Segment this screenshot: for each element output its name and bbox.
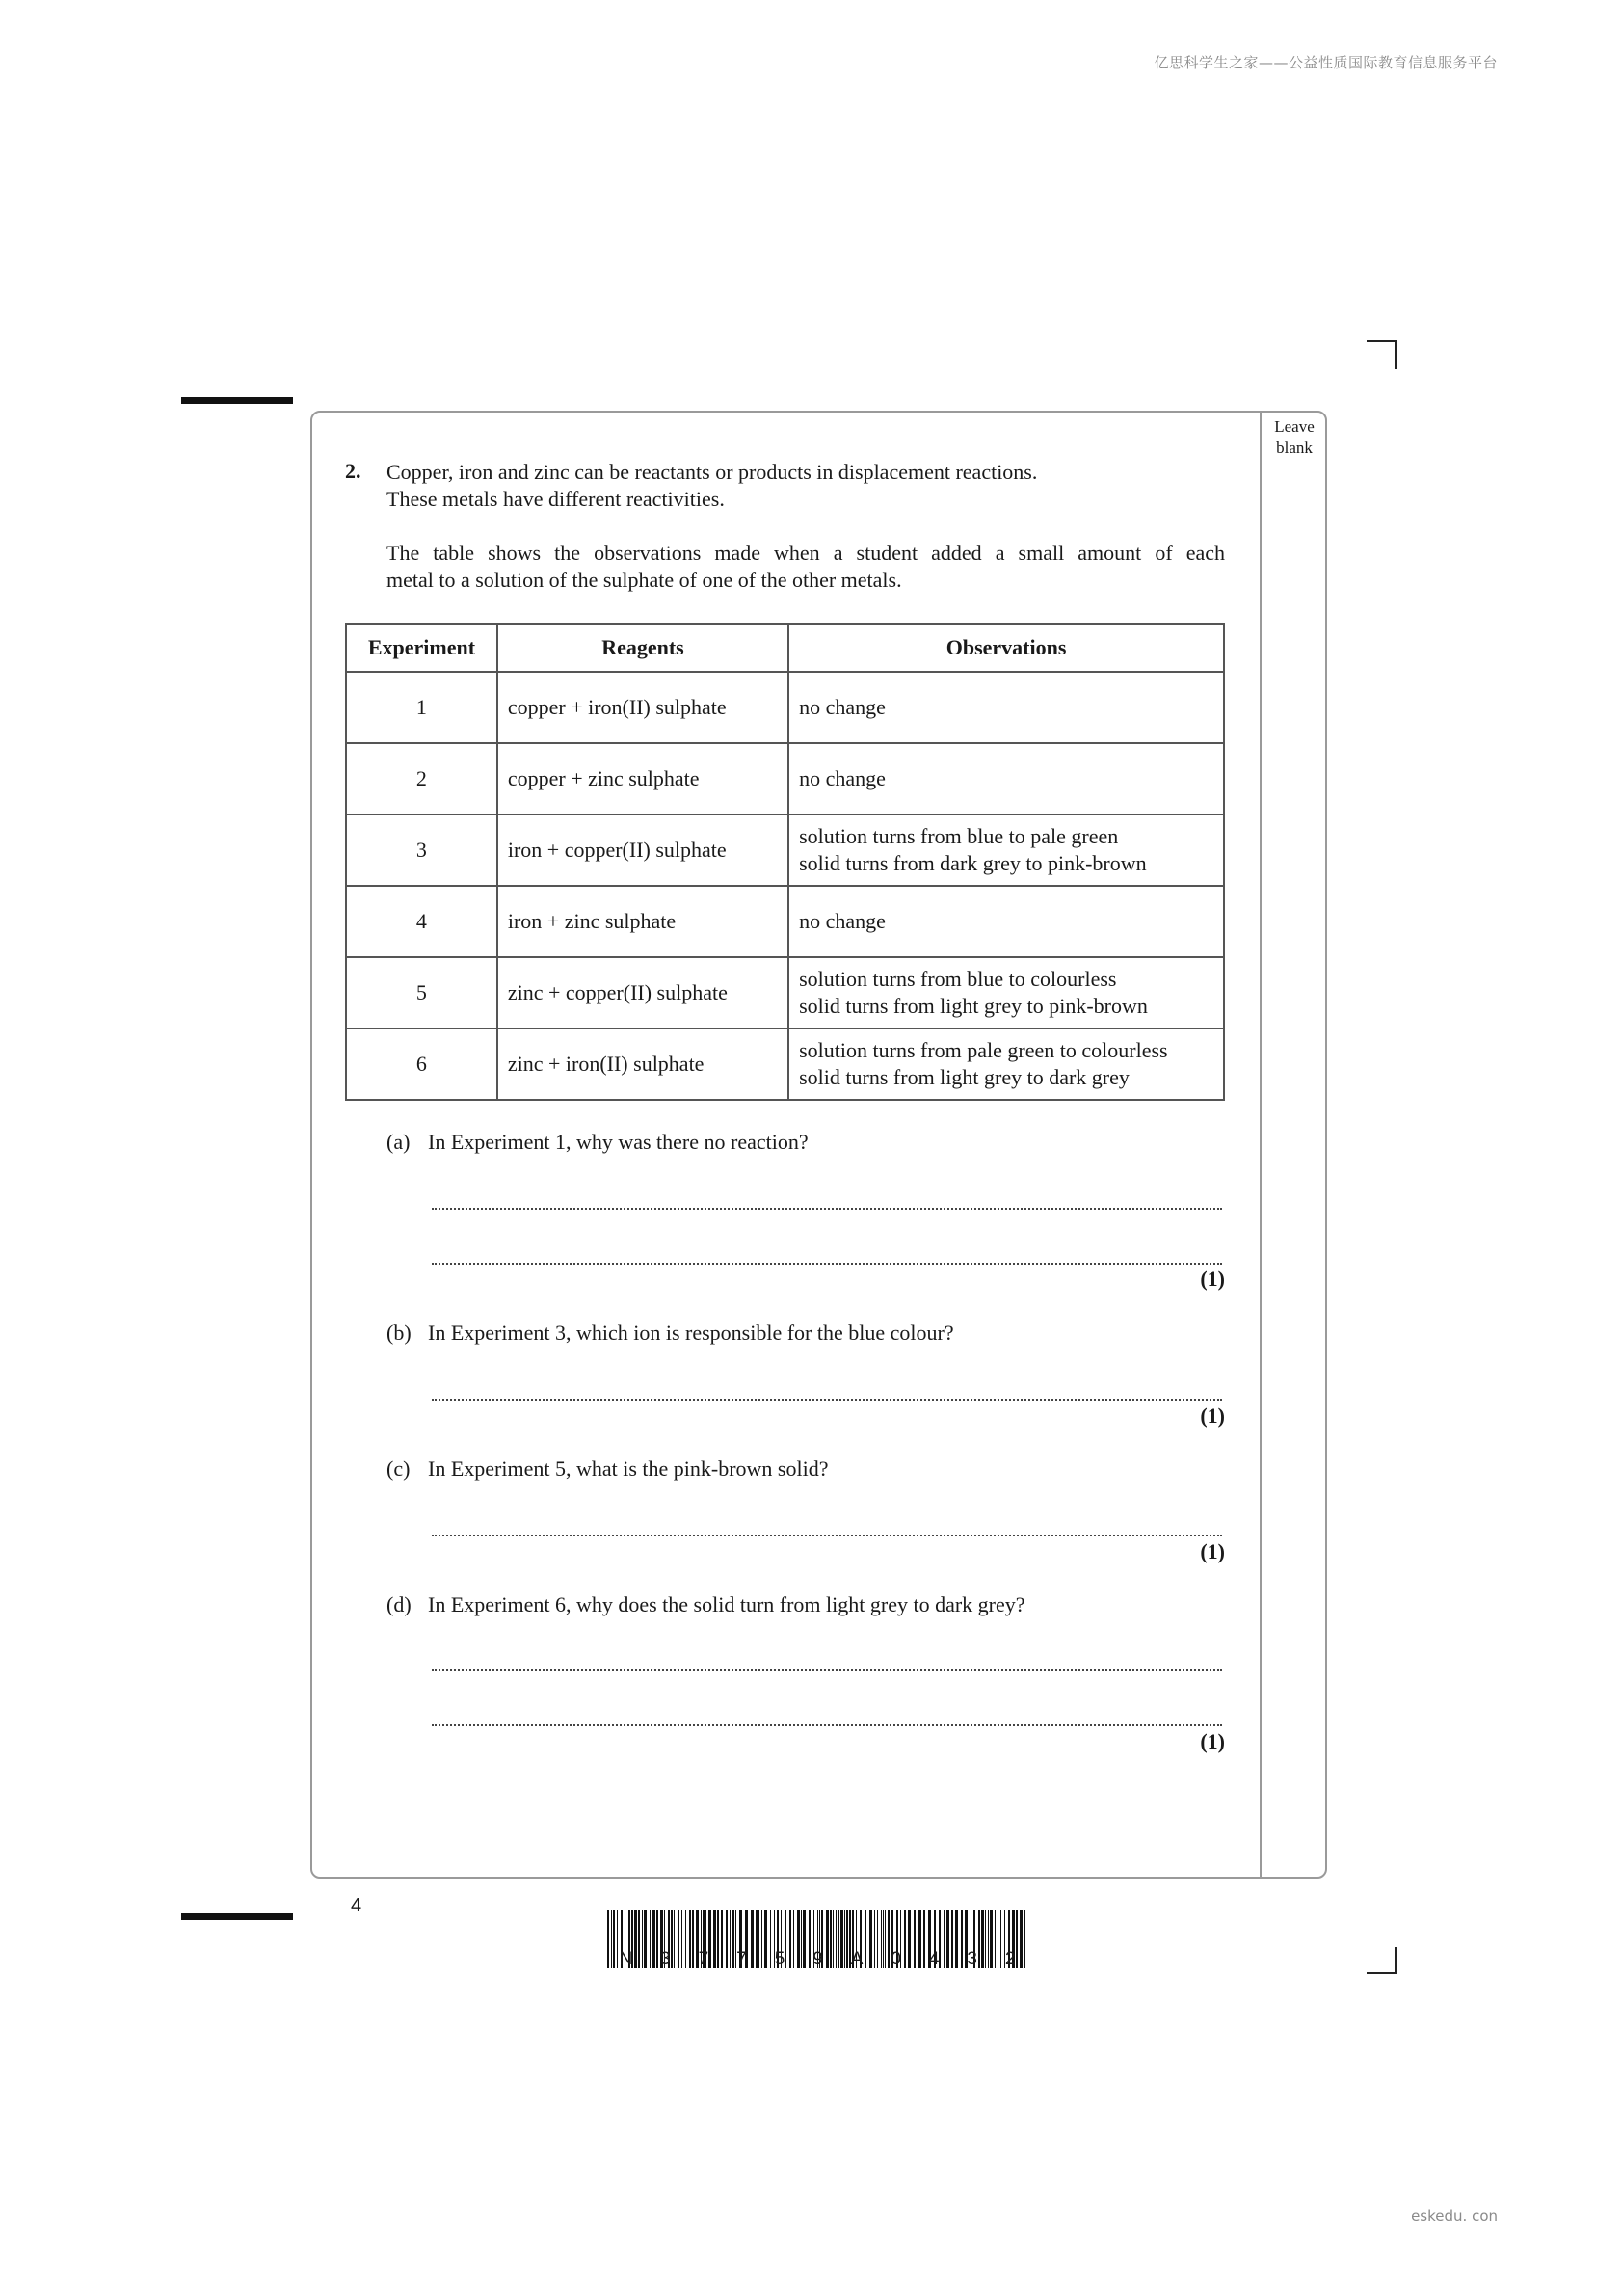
intro-line-1: Copper, iron and zinc can be reactants or products in displacement reactions. bbox=[386, 460, 1038, 484]
part-b-mark: (1) bbox=[1200, 1403, 1225, 1428]
header-reagents: Reagents bbox=[497, 624, 788, 672]
cell-reagents: iron + copper(II) sulphate bbox=[497, 814, 788, 886]
question-number: 2. bbox=[345, 459, 361, 483]
question-intro bbox=[386, 459, 1225, 513]
barcode-char: 3 bbox=[660, 1949, 671, 1969]
part-c-mark: (1) bbox=[1200, 1539, 1225, 1563]
leave-blank-margin-line bbox=[1260, 413, 1262, 1877]
cell-reagents: iron + zinc sulphate bbox=[497, 886, 788, 957]
crop-mark-top-h bbox=[1367, 340, 1396, 342]
barcode-char: 7 bbox=[736, 1949, 747, 1969]
part-b-answer-line-1[interactable] bbox=[432, 1389, 1222, 1401]
part-d-letter: (d) bbox=[386, 1592, 412, 1616]
header-observations: Observations bbox=[788, 624, 1224, 672]
side-bar-bottom bbox=[181, 1913, 293, 1920]
barcode-char: 9 bbox=[812, 1949, 823, 1969]
cell-observations bbox=[788, 672, 1224, 743]
barcode-char: 7 bbox=[698, 1949, 709, 1969]
table-row bbox=[346, 886, 1224, 957]
part-a-answer-line-1[interactable] bbox=[432, 1198, 1222, 1210]
cell-experiment: 6 bbox=[346, 1028, 497, 1100]
barcode-char: A bbox=[850, 1949, 864, 1969]
intro-line-2: These metals have different reactivities. bbox=[386, 487, 725, 511]
watermark-top: 亿思科学生之家——公益性质国际教育信息服务平台 bbox=[1154, 54, 1498, 71]
barcode-char: 4 bbox=[928, 1949, 940, 1969]
part-a-letter: (a) bbox=[386, 1130, 411, 1154]
cell-observations bbox=[788, 886, 1224, 957]
part-d-answer-line-1[interactable] bbox=[432, 1660, 1222, 1671]
cell-reagents: zinc + iron(II) sulphate bbox=[497, 1028, 788, 1100]
observation-line: solid turns from light grey to dark grey bbox=[799, 1065, 1130, 1089]
cell-reagents: copper + iron(II) sulphate bbox=[497, 672, 788, 743]
cell-experiment: 1 bbox=[346, 672, 497, 743]
side-bar-top bbox=[181, 397, 293, 404]
part-a-answer-line-2[interactable] bbox=[432, 1253, 1222, 1265]
leave-blank-label bbox=[1264, 416, 1325, 459]
header-experiment: Experiment bbox=[346, 624, 497, 672]
cell-experiment: 5 bbox=[346, 957, 497, 1028]
barcode-char: 5 bbox=[774, 1949, 785, 1969]
leave-blank-line-1: Leave bbox=[1274, 417, 1315, 436]
cell-reagents: copper + zinc sulphate bbox=[497, 743, 788, 814]
barcode-char: 2 bbox=[1004, 1949, 1016, 1969]
table-intro-line-2: metal to a solution of the sulphate of one of the other metals. bbox=[386, 568, 902, 592]
page-number: 4 bbox=[351, 1895, 362, 1916]
part-a-mark: (1) bbox=[1200, 1267, 1225, 1291]
part-c-letter: (c) bbox=[386, 1456, 411, 1481]
cell-experiment: 3 bbox=[346, 814, 497, 886]
cell-observations bbox=[788, 1028, 1224, 1100]
observation-line: no change bbox=[799, 766, 886, 790]
part-c-answer-line-1[interactable] bbox=[432, 1525, 1222, 1536]
barcode-number bbox=[605, 1949, 1029, 1970]
cell-experiment: 2 bbox=[346, 743, 497, 814]
observation-line: solid turns from dark grey to pink-brown bbox=[799, 851, 1147, 875]
barcode-char: 3 bbox=[967, 1949, 977, 1969]
part-d-question: In Experiment 6, why does the solid turn from light grey to dark grey? bbox=[428, 1592, 1025, 1616]
cell-observations bbox=[788, 957, 1224, 1028]
part-b-letter: (b) bbox=[386, 1321, 412, 1345]
observation-line: no change bbox=[799, 909, 886, 933]
observation-line: solid turns from light grey to pink-brown bbox=[799, 994, 1148, 1018]
table-row bbox=[346, 957, 1224, 1028]
crop-mark-bottom-h bbox=[1367, 1972, 1396, 1974]
table-row bbox=[346, 743, 1224, 814]
cell-reagents: zinc + copper(II) sulphate bbox=[497, 957, 788, 1028]
table-row bbox=[346, 814, 1224, 886]
leave-blank-line-2: blank bbox=[1276, 439, 1313, 457]
observation-line: solution turns from pale green to colourless bbox=[799, 1038, 1168, 1062]
table-header-row bbox=[346, 624, 1224, 672]
table-row bbox=[346, 672, 1224, 743]
part-b-question: In Experiment 3, which ion is responsible for the blue colour? bbox=[428, 1321, 954, 1345]
experiment-table bbox=[345, 623, 1225, 1101]
observation-line: no change bbox=[799, 695, 886, 719]
barcode-char: N bbox=[619, 1949, 633, 1969]
cell-observations bbox=[788, 814, 1224, 886]
watermark-bottom: eskedu. con bbox=[1411, 2207, 1498, 2225]
observation-line: solution turns from blue to pale green bbox=[799, 824, 1119, 848]
part-c-question: In Experiment 5, what is the pink-brown solid? bbox=[428, 1456, 829, 1481]
barcode-char: 0 bbox=[891, 1949, 901, 1969]
part-d-answer-line-2[interactable] bbox=[432, 1715, 1222, 1726]
table-row bbox=[346, 1028, 1224, 1100]
part-d-mark: (1) bbox=[1200, 1729, 1225, 1753]
table-intro bbox=[386, 540, 1225, 594]
observation-line: solution turns from blue to colourless bbox=[799, 967, 1117, 991]
table-intro-line-1: The table shows the observations made when a student added a small amount of each bbox=[386, 541, 1225, 565]
crop-mark-bottom-v bbox=[1395, 1947, 1397, 1974]
cell-experiment: 4 bbox=[346, 886, 497, 957]
part-a-question: In Experiment 1, why was there no reaction? bbox=[428, 1130, 809, 1154]
crop-mark-top-v bbox=[1395, 340, 1397, 369]
cell-observations bbox=[788, 743, 1224, 814]
